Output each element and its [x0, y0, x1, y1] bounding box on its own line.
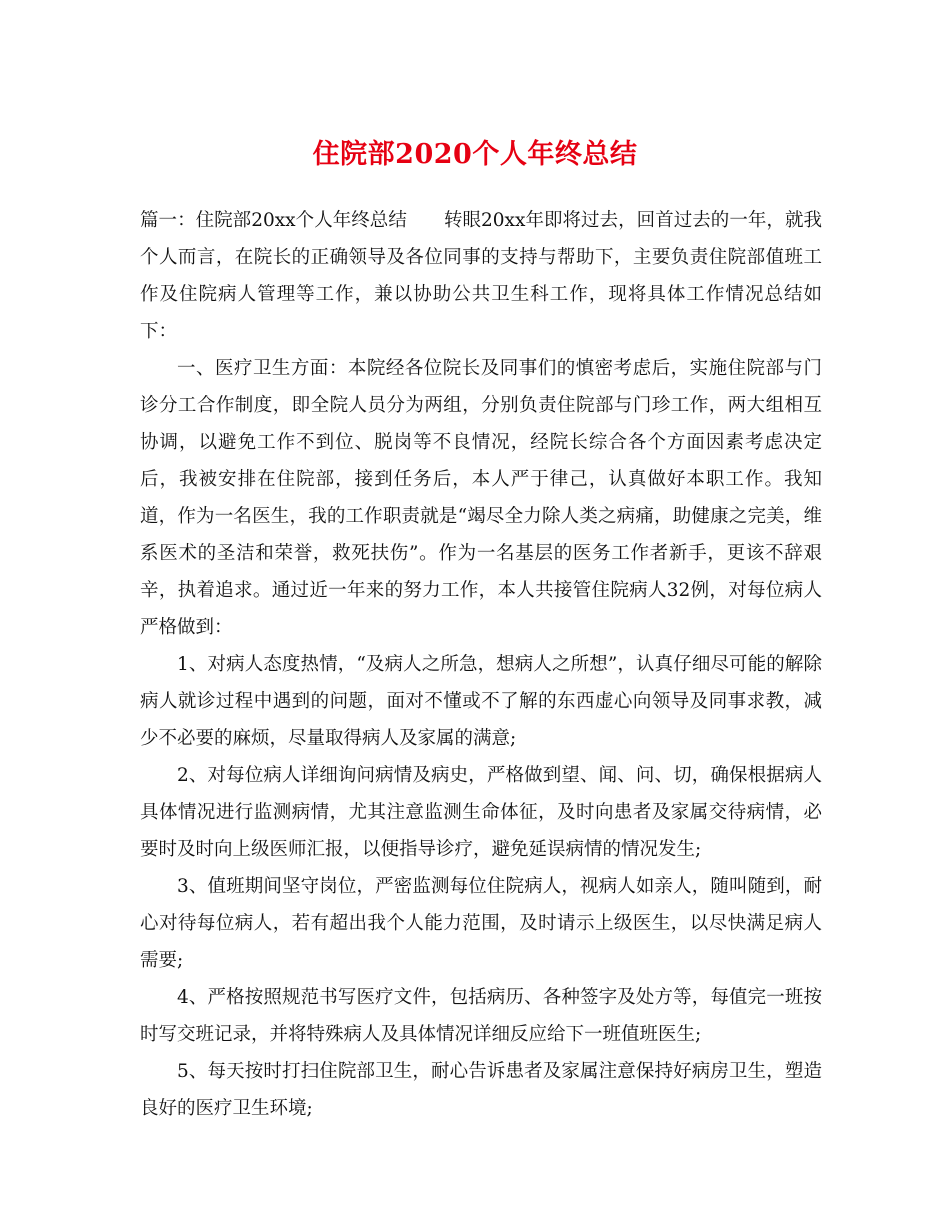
- document-body: [140, 202, 822, 1127]
- paragraph-intro: 篇一：住院部20xx个人年终总结 转眼20xx年即将过去，回首过去的一年，就我个人而言，在院长的正确领导及各位同事的支持与帮助下，主要负责住院部值班工作及住院病人管理等工作，兼以协助公共卫生科工作，现将具体工作情况总结如下：: [140, 210, 822, 342]
- paragraph-item-3: 3、值班期间坚守岗位，严密监测每位住院病人，视病人如亲人，随叫随到，耐心对待每位病人，若有超出我个人能力范围，及时请示上级医生，以尽快满足病人需要;: [140, 876, 822, 971]
- paragraph-item-1: 1、对病人态度热情，“及病人之所急，想病人之所想”，认真仔细尽可能的解除病人就诊过程中遇到的问题，面对不懂或不了解的东西虚心向领导及同事求教，减少不必要的麻烦，尽量取得病人及家属的满意;: [140, 654, 822, 749]
- paragraph-item-2: 2、对每位病人详细询问病情及病史，严格做到望、闻、问、切，确保根据病人具体情况进行监测病情，尤其注意监测生命体征，及时向患者及家属交待病情，必要时及时向上级医师汇报，以便指导诊疗，避免延误病情的情况发生;: [140, 765, 822, 860]
- paragraph-item-4: 4、严格按照规范书写医疗文件，包括病历、各种签字及处方等，每值完一班按时写交班记录，并将特殊病人及具体情况详细反应给下一班值班医生;: [140, 987, 822, 1045]
- document-title: 住院部2020个人年终总结: [312, 139, 638, 170]
- paragraph-medical-section: 一、医疗卫生方面：本院经各位院长及同事们的慎密考虑后，实施住院部与门诊分工合作制度，即全院人员分为两组，分别负责住院部与门珍工作，两大组相互协调，以避免工作不到位、脱岗等不良情况，经院长综合各个方面因素考虑决定后，我被安排在住院部，接到任务后，本人严于律己，认真做好本职工作。我知道，作为一名医生，我的工作职责就是“竭尽全力除人类之病痛，助健康之完美，维系医术的圣洁和荣誉，救死扶伤”。作为一名基层的医务工作者新手，更该不辞艰辛，执着追求。通过近一年来的努力工作，本人共接管住院病人32例，对每位病人严格做到：: [140, 358, 822, 638]
- paragraph-item-5: 5、每天按时打扫住院部卫生，耐心告诉患者及家属注意保持好病房卫生，塑造良好的医疗卫生环境;: [140, 1061, 822, 1119]
